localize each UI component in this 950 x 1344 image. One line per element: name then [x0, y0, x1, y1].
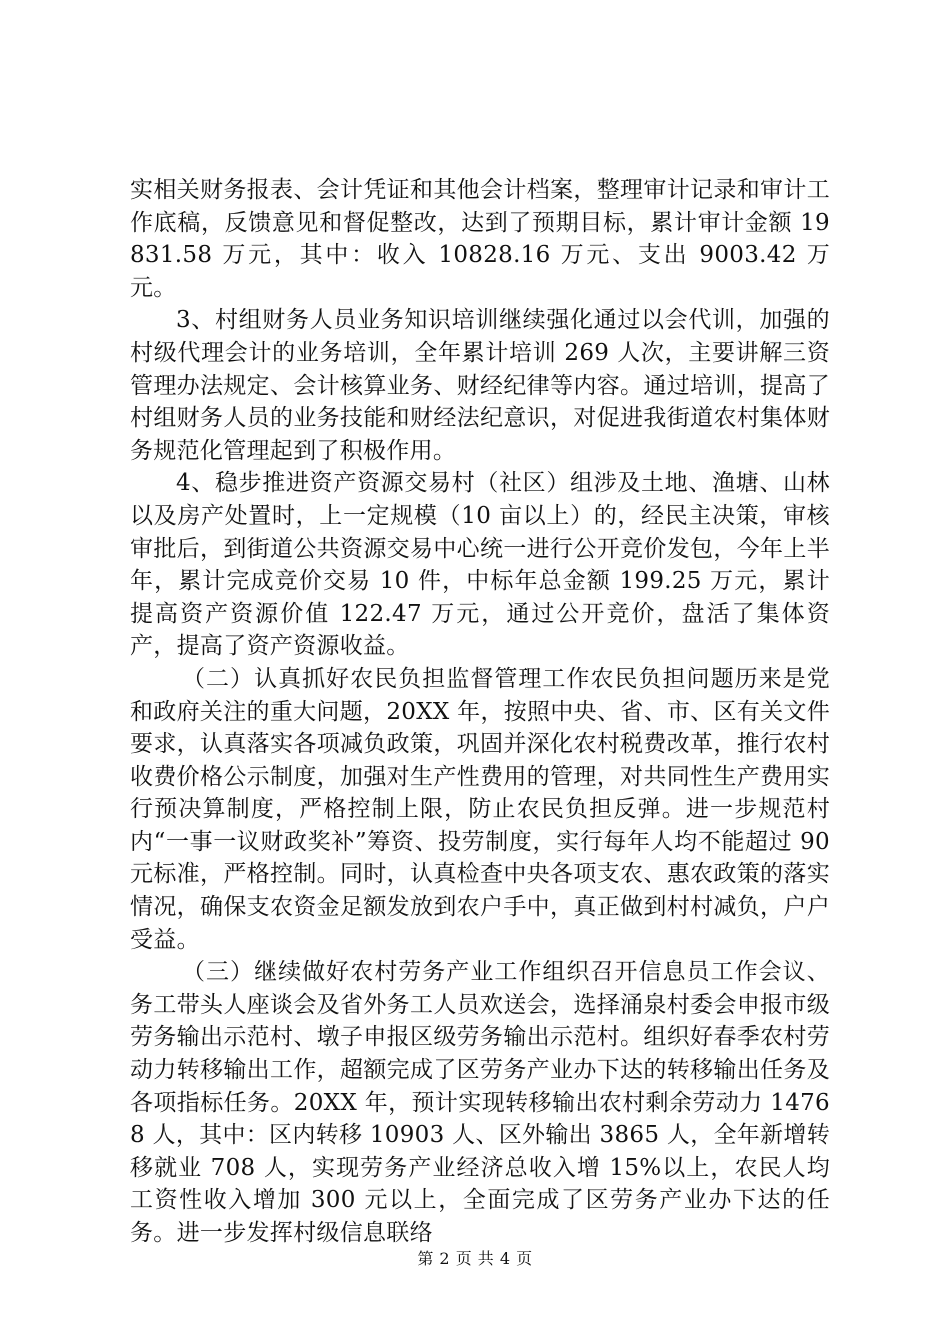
paragraph-training: 3、村组财务人员业务知识培训继续强化通过以会代训，加强的村级代理会计的业务培训，全年累计培训 269 人次，主要讲解三资管理办法规定、会计核算业务、财经纪律等内容。通过培训，提高了村组财务人员的业务技能和财经法纪意识，对促进我街道农村集体财务规范化管理起到了积极作用。 [130, 307, 830, 464]
document-body [130, 174, 830, 1250]
paragraph-asset-trading: 4、稳步推进资产资源交易村（社区）组涉及土地、渔塘、山林以及房产处置时，上一定规模（10 亩以上）的，经民主决策，审核审批后，到街道公共资源交易中心统一进行公开竞价发包，今年上半年，累计完成竞价交易 10 件，中标年总金额 199.25 万元，累计提高资产资源价值 122.47 万元，通过公开竞价，盘活了集体资产，提高了资产资源收益。 [130, 470, 830, 660]
paragraph-continued: 实相关财务报表、会计凭证和其他会计档案，整理审计记录和审计工作底稿，反馈意见和督促整改，达到了预期目标，累计审计金额 19831.58 万元，其中：收入 10828.16 万元、支出 9003.42 万元。 [130, 177, 830, 301]
page-footer: 第 2 页 共 4 页 [417, 1249, 533, 1268]
paragraph-labor-industry: （三）继续做好农村劳务产业工作组织召开信息员工作会议、务工带头人座谈会及省外务工人员欢送会，选择涌泉村委会申报市级劳务输出示范村、墩子申报区级劳务输出示范村。组织好春季农村劳动力转移输出工作，超额完成了区劳务产业办下达的转移输出任务及各项指标任务。20XX 年，预计实现转移输出农村剩余劳动力 14768 人，其中：区内转移 10903 人、区外输出 3865 人，全年新增转移就业 708 人，实现劳务产业经济总收入增 15%以上，农民人均工资性收入增加 300 元以上，全面完成了区劳务产业办下达的任务。进一步发挥村级信息联络 [130, 959, 830, 1246]
paragraph-farmer-burden: （二）认真抓好农民负担监督管理工作农民负担问题历来是党和政府关注的重大问题，20XX 年，按照中央、省、市、区有关文件要求，认真落实各项减负政策，巩固并深化农村税费改革，推行农村收费价格公示制度，加强对生产性费用的管理，对共同性生产费用实行预决算制度，严格控制上限，防止农民负担反弹。进一步规范村内“一事一议财政奖补”筹资、投劳制度，实行每年人均不能超过 90 元标准，严格控制。同时，认真检查中央各项支农、惠农政策的落实情况，确保支农资金足额发放到农户手中，真正做到村村减负，户户受益。 [130, 665, 830, 953]
